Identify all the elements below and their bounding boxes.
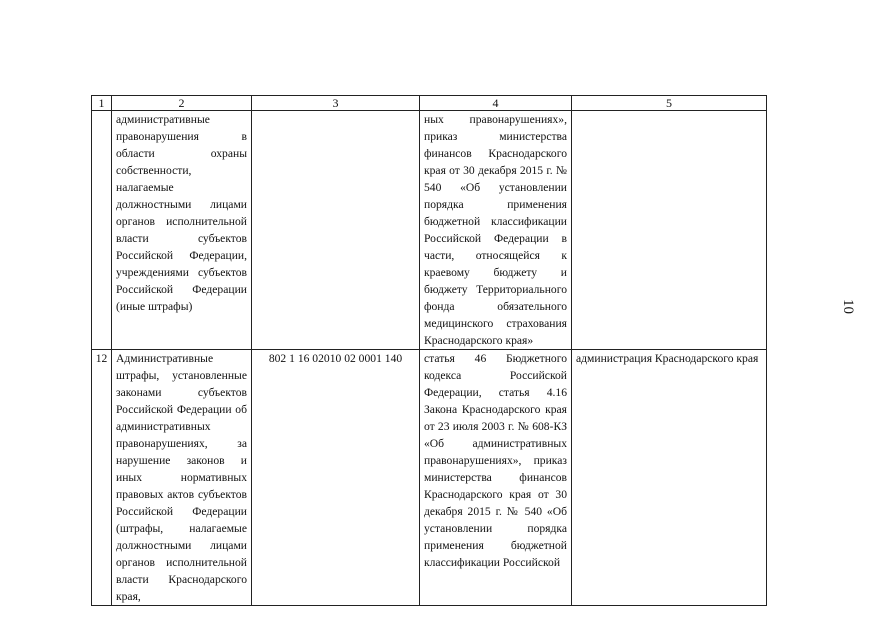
row-number-cell [92, 111, 112, 350]
header-cell-4: 4 [420, 96, 572, 111]
legal-basis-cell: ных правонарушениях», приказ министерства финансов Краснодарского края от 30 декабря 2015 г. № 540 «Об установлении порядка применения бюджетной классификации Российской Федерации в части, относящейся к краевому бюджету и бюджету Территориального фонда обязательного медицинского страхования Краснодарского края» [420, 111, 572, 350]
header-cell-2: 2 [112, 96, 252, 111]
header-cell-5: 5 [572, 96, 767, 111]
administrator-cell [572, 111, 767, 350]
budget-code-cell: 802 1 16 02010 02 0001 140 [252, 350, 420, 606]
row-number-cell: 12 [92, 350, 112, 606]
table-row [92, 111, 767, 350]
document-table [91, 95, 767, 606]
administrator-cell: администрация Краснодарского края [572, 350, 767, 606]
header-cell-3: 3 [252, 96, 420, 111]
legal-basis-cell: статья 46 Бюджетного кодекса Российской Федерации, статья 4.16 Закона Краснодарского края от 23 июля 2003 г. № 608-КЗ «Об административных правонарушениях», приказ министерства финансов Краснодарского края от 30 декабря 2015 г. № 540 «Об установлении порядка применения бюджетной классификации Российской [420, 350, 572, 606]
budget-code-cell [252, 111, 420, 350]
table-header-row [92, 96, 767, 111]
page-number: 10 [840, 299, 856, 314]
header-cell-1: 1 [92, 96, 112, 111]
income-description-cell: Административные штрафы, установленные законами субъектов Российской Федерации об административных правонарушениях, за нарушение законов и иных нормативных правовых актов субъектов Российской Федерации (штрафы, налагаемые должностными лицами органов исполнительной власти Краснодарского края, [112, 350, 252, 606]
income-description-cell: административные правонарушения в области охраны собственности, налагаемые должностными лицами органов исполнительной власти субъектов Российской Федерации, учреждениями субъектов Российской Федерации (иные штрафы) [112, 111, 252, 350]
table-row [92, 350, 767, 606]
